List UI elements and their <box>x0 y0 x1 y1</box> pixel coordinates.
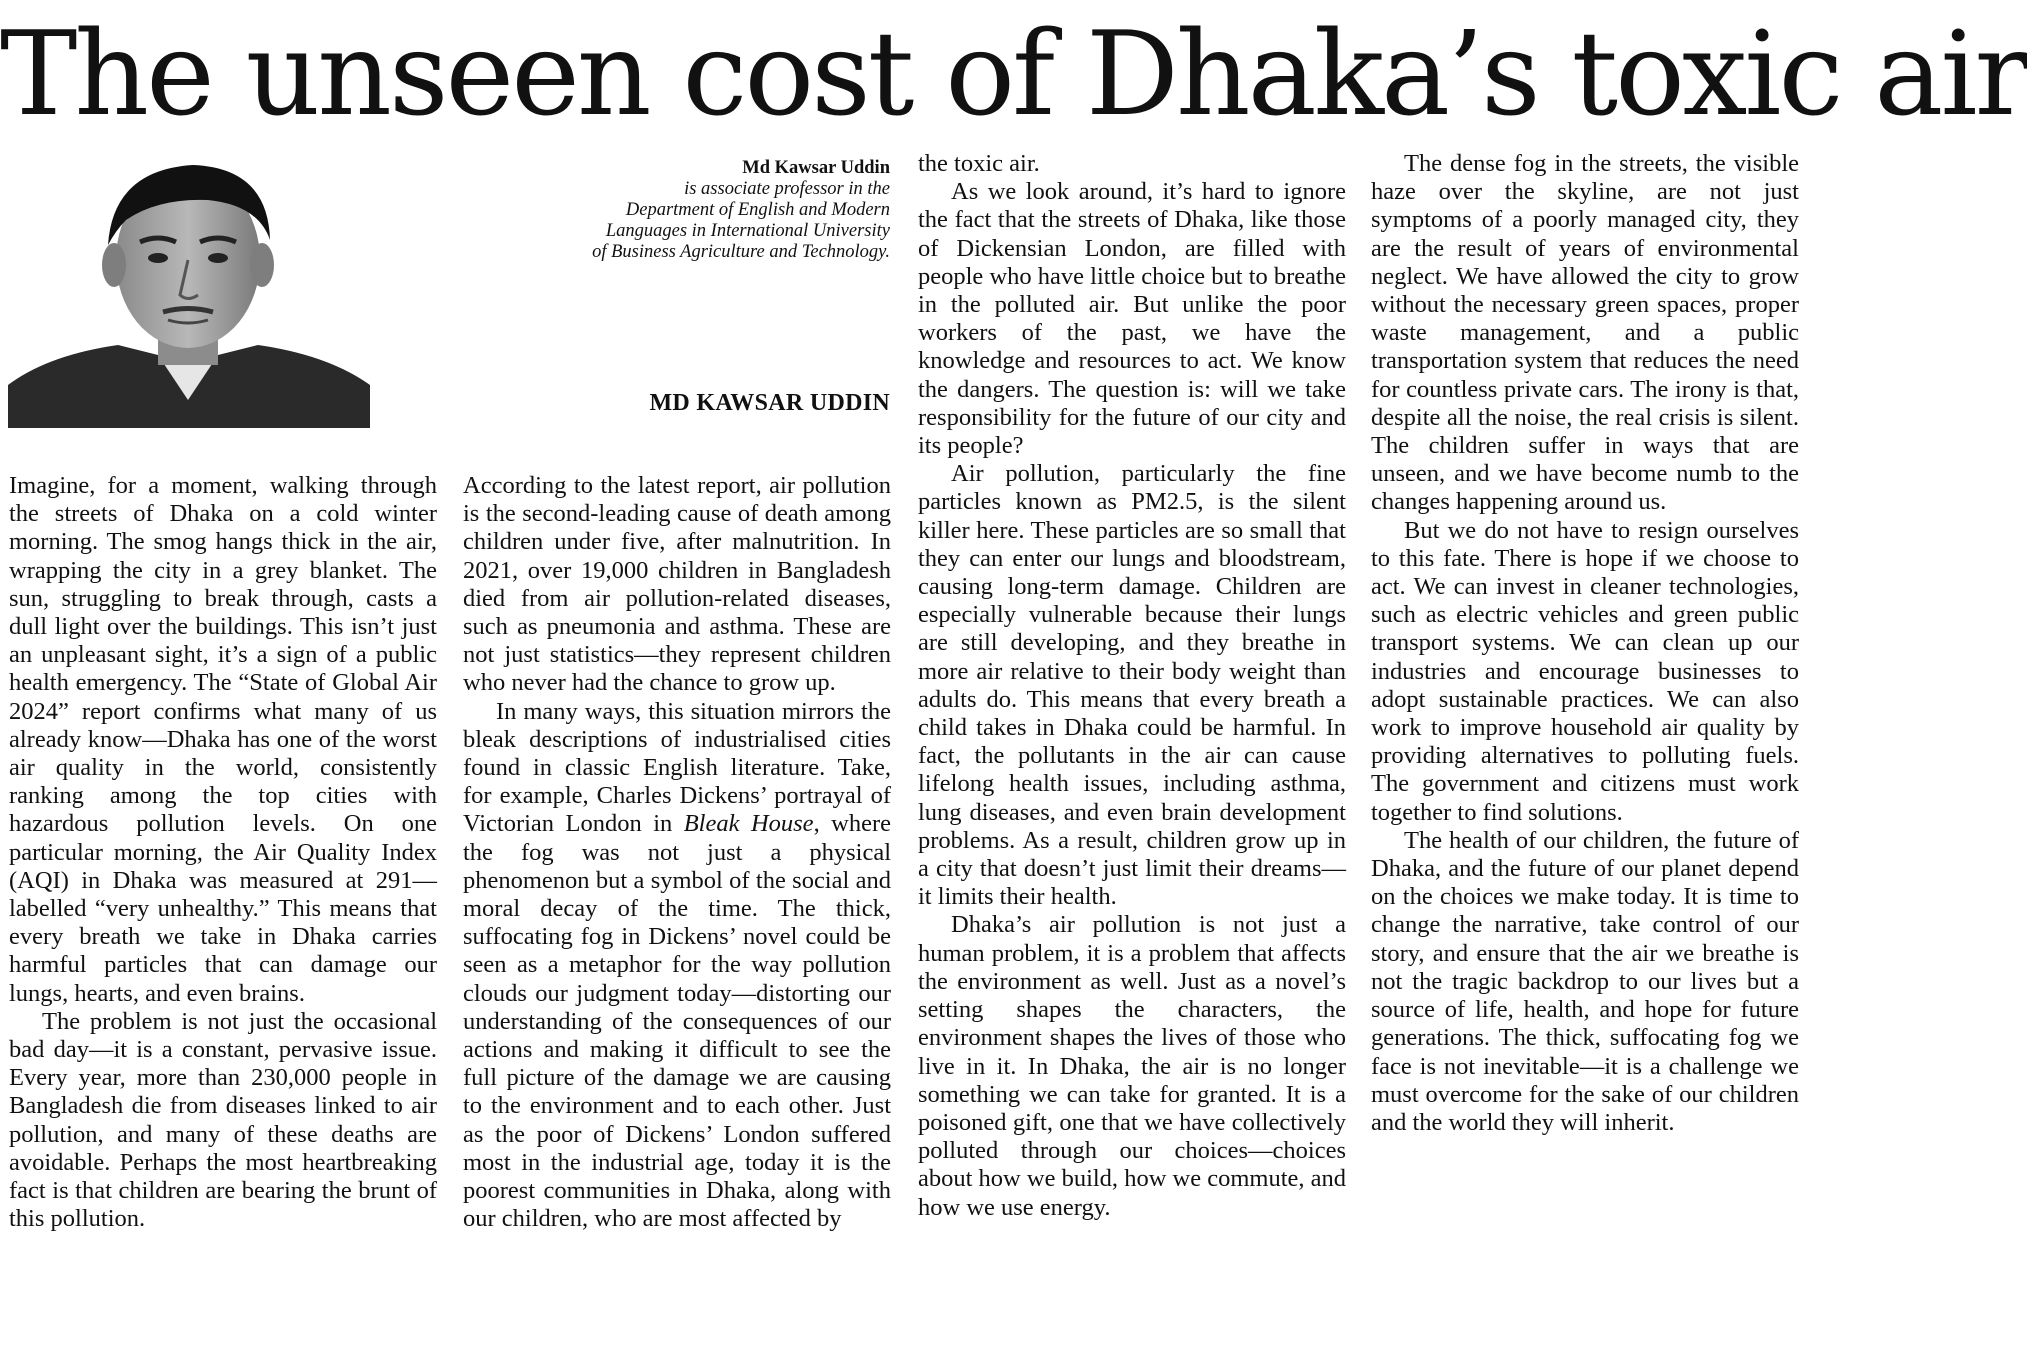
article-column-2 <box>463 472 891 1233</box>
article-column-3 <box>918 150 1346 1222</box>
paragraph: Dhaka’s air pollution is not just a human problem, it is a problem that affects the environment as well. Just as a novel’s setting shapes the characters, the environment shapes the lives of those who live in it. In Dhaka, the air is no longer something we can take for granted. It is a poisoned gift, one that we have collectively polluted through our choices—choices about how we build, how we commute, and how we use energy. <box>918 911 1346 1221</box>
paragraph: But we do not have to resign ourselves to this fate. There is hope if we choose to act. We can invest in cleaner technologies, such as electric vehicles and green public transport systems. We can clean up our industries and encourage businesses to adopt sustainable practices. We can also work to improve household air quality by providing alternatives to polluting fuels. The government and citizens must work together to find solutions. <box>1371 516 1799 826</box>
author-description-line: of Business Agriculture and Technology. <box>592 242 890 262</box>
author-description-line: Department of English and Modern <box>625 200 890 220</box>
paragraph-text: In many ways, this situation mirrors the bleak descriptions of industrialised cities found in classic English literature. Take, for example, Charles Dickens’ portrayal of Victorian London in <box>463 697 891 838</box>
author-photo <box>8 150 370 428</box>
book-title: Bleak House <box>683 810 814 838</box>
paragraph: the toxic air. <box>918 150 1040 177</box>
author-info <box>440 158 890 263</box>
author-description-line: Languages in International University <box>605 221 890 241</box>
paragraph-text: , where the fog was not just a physical phenomenon but a symbol of the social and moral decay of the time. The thick, suffocating fog in Dickens’ novel could be seen as a metaphor for the way pollution clouds our judgment today—distorting our understanding of the consequences of our actions and making it difficult to see the full picture of the damage we are causing to the environment and to each other. Just as the poor of Dickens’ London suffered most in the industrial age, today it is the poorest communities in Dhaka, along with our children, who are most affected by <box>463 810 892 1233</box>
paragraph <box>463 698 891 1234</box>
paragraph: The problem is not just the occasional bad day—it is a constant, pervasive issue. Every year, more than 230,000 people in Bangladesh die from diseases linked to air pollution, and many of these deaths are avoidable. Perhaps the most heartbreaking fact is that children are bearing the brunt of this pollution. <box>9 1007 437 1233</box>
paragraph: Imagine, for a moment, walking through the streets of Dhaka on a cold winter morning. The smog hangs thick in the air, wrapping the city in a grey blanket. The sun, struggling to break through, casts a dull light over the buildings. This isn’t just an unpleasant sight, it’s a sign of a public health emergency. The “State of Global Air 2024” report confirms what many of us already know—Dhaka has one of the worst air quality in the world, consistently ranking among the top cities with hazardous pollution levels. On one particular morning, the Air Quality Index (AQI) in Dhaka was measured at 291—labelled “very unhealthy.” This means that every breath we take in Dhaka carries harmful particles that can damage our lungs, hearts, and even brains. <box>9 472 437 1007</box>
paragraph: As we look around, it’s hard to ignore the fact that the streets of Dhaka, like those of Dickensian London, are filled with people who have little choice but to breathe in the polluted air. But unlike the poor workers of the past, we have the knowledge and resources to act. We know the dangers. The question is: will we take responsibility for the future of our city and its people? <box>918 178 1346 460</box>
paragraph: The health of our children, the future of Dhaka, and the future of our planet depend on the choices we make today. It is time to change the narrative, take control of our story, and ensure that the air we breathe is not the tragic backdrop to our lives but a source of life, health, and hope for future generations. The thick, suffocating fog we face is not inevitable—it is a challenge we must overcome for the sake of our children and the world they will inherit. <box>1371 826 1799 1136</box>
headline: The unseen cost of Dhaka’s toxic air <box>0 7 2027 142</box>
byline: MD KAWSAR UDDIN <box>649 390 890 416</box>
author-name: Md Kawsar Uddin <box>742 158 890 178</box>
paragraph: The dense fog in the streets, the visible haze over the skyline, are not just symptoms of a poorly managed city, they are the result of years of environmental neglect. We have allowed the city to grow without the necessary green spaces, proper waste management, and a public transportation system that reduces the need for countless private cars. The irony is that, despite all the noise, the real crisis is silent. The children suffer in ways that are unseen, and we have become numb to the changes happening around us. <box>1371 150 1799 516</box>
article-column-1 <box>9 472 437 1233</box>
paragraph: Air pollution, particularly the fine particles known as PM2.5, is the silent killer here. These particles are so small that they can enter our lungs and bloodstream, causing long-term damage. Children are especially vulnerable because their lungs are still developing, and they breathe in more air relative to their body weight than adults do. This means that every breath a child takes in Dhaka could be harmful. In fact, the pollutants in the air can cause lifelong health issues, including asthma, lung diseases, and even brain development problems. As a result, children grow up in a city that doesn’t just limit their dreams—it limits their health. <box>918 460 1346 911</box>
paragraph: According to the latest report, air pollution is the second-leading cause of death among children under five, after malnutrition. In 2021, over 19,000 children in Bangladesh died from air pollution-related diseases, such as pneumonia and asthma. These are not just statistics—they represent children who never had the chance to grow up. <box>463 472 891 697</box>
author-description-line: is associate professor in the <box>684 179 890 199</box>
article-column-4 <box>1371 150 1799 1137</box>
